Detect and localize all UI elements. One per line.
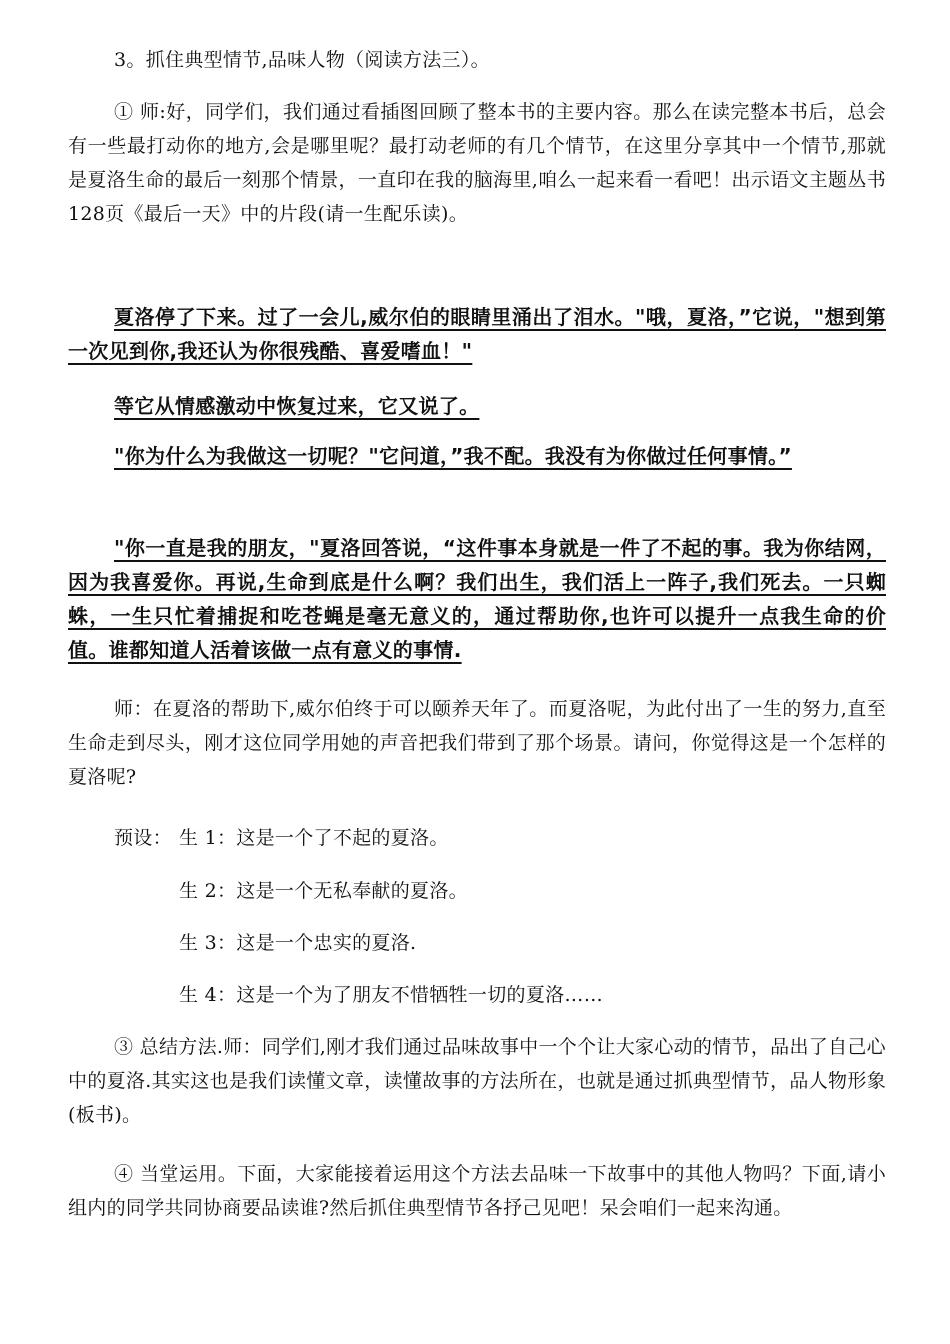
preset-answer-1: 生 1：这是一个了不起的夏洛。 bbox=[179, 827, 449, 849]
application-paragraph: ④ 当堂运用。下面，大家能接着运用这个方法去品味一下故事中的其他人物吗？下面,请小组内的同学共同协商要品读谁?然后抓住典型情节各抒己见吧！呆会咱们一起来沟通。 bbox=[68, 1163, 886, 1219]
teacher-intro-paragraph: ① 师:好，同学们，我们通过看插图回顾了整本书的主要内容。那么在读完整本书后，总会有一些最打动你的地方,会是哪里呢？最打动老师的有几个情节，在这里分享其中一个情节,那就是夏洛生命的最后一刻那个情景，一直印在我的脑海里,咱么一起来看一看吧！出示语文主题丛书128页《最后一天》中的片段(请一生配乐读)。 bbox=[68, 101, 886, 225]
preset-label: 预设： bbox=[114, 827, 172, 849]
quote-paragraph-2: 等它从情感激动中恢复过来，它又说了。 bbox=[114, 394, 480, 418]
quote-paragraph-4: "你一直是我的朋友，"夏洛回答说，“这件事本身就是一件了不起的事。我为你结网，因为我喜爱你。再说,生命到底是什么啊？我们出生，我们活上一阵子,我们死去。一只蜘蛛，一生只忙着捕捉和吃苍蝇是毫无意义的，通过帮助你,也许可以提升一点我生命的价值。谁都知道人活着该做一点有意义的事情. bbox=[68, 536, 886, 662]
section-heading: 3。抓住典型情节,品味人物（阅读方法三）。 bbox=[114, 49, 490, 71]
preset-answer-3: 生 3：这是一个忠实的夏洛. bbox=[179, 932, 417, 954]
preset-answer-2: 生 2：这是一个无私奉献的夏洛。 bbox=[179, 880, 468, 902]
quote-paragraph-1: 夏洛停了下来。过了一会儿,威尔伯的眼睛里涌出了泪水。"哦，夏洛，”它说，"想到第一次见到你,我还认为你很残酷、喜爱嗜血！" bbox=[68, 305, 886, 363]
preset-answer-4: 生 4：这是一个为了朋友不惜牺牲一切的夏洛…… bbox=[179, 984, 604, 1006]
teacher-question-paragraph: 师：在夏洛的帮助下,威尔伯终于可以颐养天年了。而夏洛呢，为此付出了一生的努力,直至生命走到尽头，刚才这位同学用她的声音把我们带到了那个场景。请问，你觉得这是一个怎样的夏洛呢? bbox=[68, 698, 886, 788]
summary-paragraph: ③ 总结方法.师：同学们,刚才我们通过品味故事中一个个让大家心动的情节，品出了自己心中的夏洛.其实这也是我们读懂文章，读懂故事的方法所在，也就是通过抓典型情节，品人物形象(板书)。 bbox=[68, 1036, 886, 1126]
quote-paragraph-3: "你为什么为我做这一切呢？"它问道，”我不配。我没有为你做过任何事情。” bbox=[114, 444, 792, 468]
